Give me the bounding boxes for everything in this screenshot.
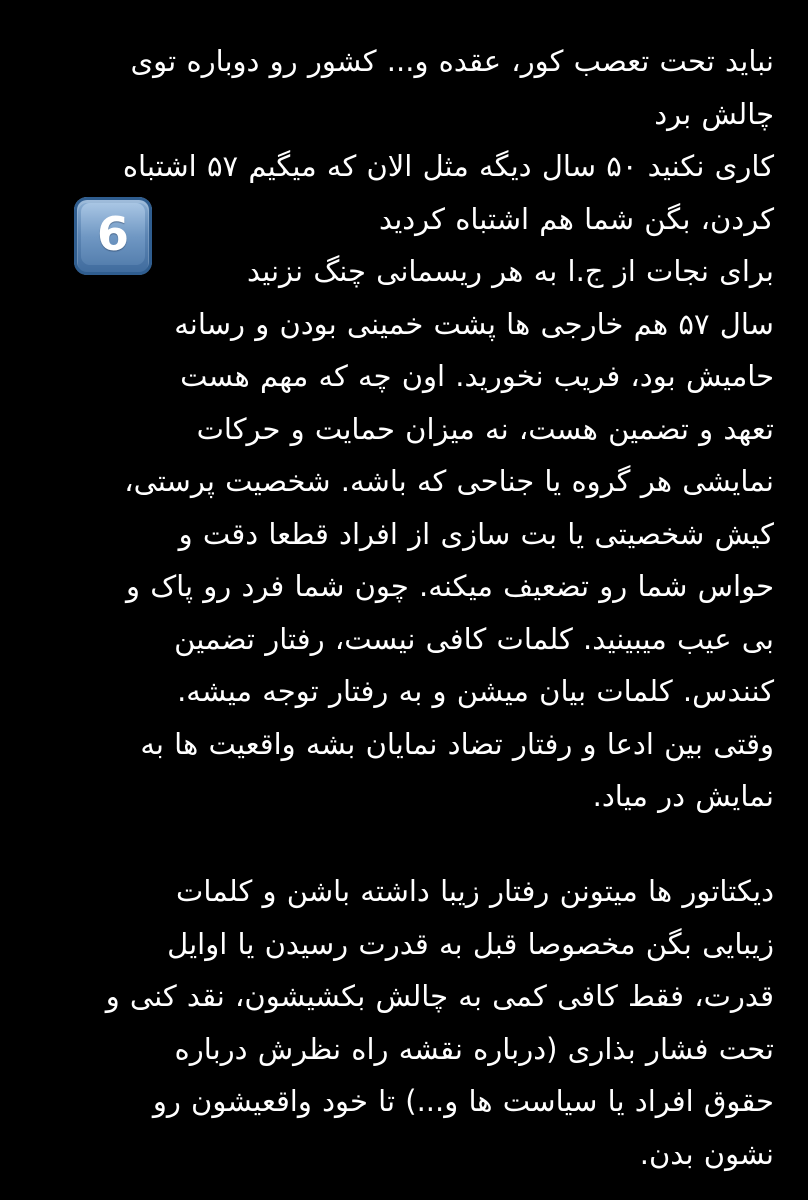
text-line: کنندس. کلمات بیان میشن و به رفتار توجه میشه.: [177, 674, 774, 708]
text-line: کردن، بگن شما هم اشتباه کردید: [378, 201, 774, 236]
text-line: زیبایی بگن مخصوصا قبل به قدرت رسیدن یا اوایل: [167, 926, 774, 961]
text-line: تعهد و تضمین هست، نه میزان حمایت و حرکات: [196, 411, 774, 446]
text-line: برای نجات از ج.ا به هر ریسمانی چنگ نزنید: [246, 254, 774, 288]
text-line: حامیش بود، فریب نخورید. اون چه که مهم هست: [180, 359, 774, 393]
text-line: نمایشی هر گروه یا جناحی که باشه. شخصیت پرستی،: [124, 464, 774, 498]
text-line: سال ۵۷ هم خارجی ها پشت خمینی بودن و رسانه: [174, 306, 774, 341]
text-line: وقتی بین ادعا و رفتار تضاد نمایان بشه واقعیت ها به: [140, 726, 774, 761]
text-line: دیکتاتور ها میتونن رفتار زیبا داشته باشن و کلمات: [176, 874, 774, 908]
text-line: نمایش در میاد.: [592, 779, 774, 813]
text-line: چالش برد: [654, 96, 774, 131]
text-line: نباید تحت تعصب کور، عقده و... کشور رو دوباره توی: [130, 44, 774, 78]
text-line: حقوق افراد یا سیاست ها و...) تا خود واقعیشون رو: [152, 1084, 774, 1118]
paragraph-1: [54, 35, 774, 823]
text-line: تحت فشار بذاری (درباره نقشه راه نظرش درباره: [174, 1031, 774, 1066]
keycap-digit: 6: [96, 207, 129, 261]
text-line: قدرت، فقط کافی کمی به چالش بکشیشون، نقد کنی و: [105, 979, 774, 1013]
text-line: کیش شخصیتی یا بت سازی از افراد قطعا دقت و: [178, 516, 774, 551]
text-line: حواس شما رو تضعیف میکنه. چون شما فرد رو پاک و: [125, 569, 774, 603]
paragraph-2: [54, 865, 774, 1180]
text-line: نشون بدن.: [639, 1136, 774, 1171]
text-line: بی عیب میبینید. کلمات کافی نیست، رفتار تضمین: [174, 621, 774, 656]
text-line: کاری نکنید ۵۰ سال دیگه مثل الان که میگیم ۵۷ اشتباه: [122, 149, 774, 183]
